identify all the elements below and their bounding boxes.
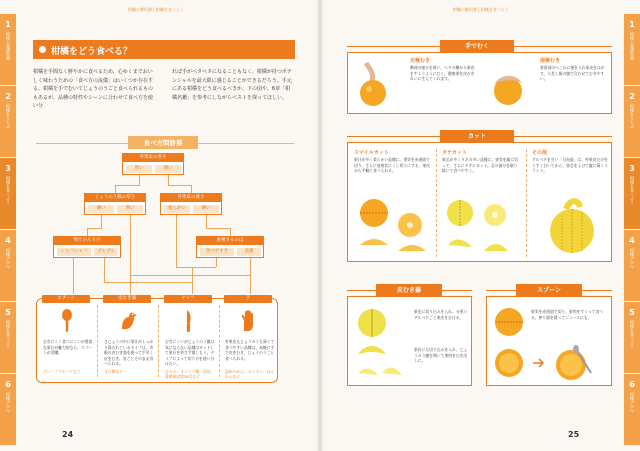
connector <box>168 175 169 185</box>
option-thick-membrane[interactable]: 厚い <box>117 205 143 213</box>
column-divider <box>436 149 437 257</box>
hand-item-1-text: 臍部の窪みを使い、ヘタの横から果皮をすくうようにむく。健康果を皮がきれいに生えてくれます。 <box>410 65 475 81</box>
q-juice-type: 果汁の入り方 シャバシャバ プルプル <box>53 236 121 258</box>
page-number: 24 <box>62 430 74 439</box>
side-tab-1[interactable]: 1 柑橘の基礎知識 <box>624 14 640 86</box>
peeler-box <box>347 296 472 386</box>
option-thick[interactable]: 厚い <box>126 165 152 173</box>
bird-peeler-icon <box>118 309 138 333</box>
option-hard[interactable]: 硬い <box>193 205 219 213</box>
side-tab-2[interactable]: 2 柑橘をえらぶ <box>624 86 640 158</box>
option-jelly[interactable]: プルプル <box>94 248 118 256</box>
other-cut-image <box>536 195 608 259</box>
cut-box <box>347 142 612 262</box>
intro-text-left: 柑橘を手間なく鮮やかに食べるため、心ゆくまでおいしく味わうための「食べ方の流儀」はいくつか存在する。柑橘を手でむいてじょうのうごと食べられるものもあるが、品種の特性やシーンに合わせて食べ方を使い分 <box>33 69 154 109</box>
spoon-process-image <box>491 343 605 383</box>
methods-box <box>36 298 278 383</box>
hand-item-2-text: 果頂部のへこみに指を入れ果皮をはがす。人差し指の腹で合わせてむきやすい。 <box>540 65 605 81</box>
book-gutter <box>316 0 324 451</box>
connector <box>176 215 177 267</box>
connector <box>104 258 105 282</box>
connector <box>216 258 217 267</box>
method-peeler: 皮むき器 さじょうの中に果汁がしっかり保たれているタイプは、市販の皮むき器を使って手早く皮をむき、房ごとそのまま食べられる。 文旦類など <box>104 296 154 374</box>
connector <box>250 258 251 294</box>
option-thin-membrane[interactable]: 薄い <box>88 205 114 213</box>
q-priority: 重視するのは 食べやすさ 食感 <box>196 236 264 258</box>
side-tab-5[interactable]: 5 柑橘を食べよう <box>0 302 16 374</box>
side-tabs-right <box>624 14 640 446</box>
vertical-cut-image <box>440 195 522 259</box>
section-head-hand: 手でむく <box>440 40 514 53</box>
bullet-icon <box>39 46 46 53</box>
connector <box>230 228 231 236</box>
hand-icon <box>239 309 259 333</box>
q-outer-peel-hardness: 外果皮の硬さ 柔らかい 硬い <box>160 193 222 215</box>
section-head: 食べ方問診票 <box>128 136 198 149</box>
method-hand: 手 外果皮もじょうのうも薄くて食べやすい品種は、気軽に手で皮をむき、じょうのうごと食べられる。 温州みかん、ポンカン、ぽんかんなど <box>225 296 275 380</box>
option-soft[interactable]: 柔らかい <box>164 205 190 213</box>
hand-box <box>347 52 612 114</box>
cut-item-3-title: その他 <box>532 150 548 156</box>
connector <box>168 185 191 186</box>
intro-text-right: れば手がベタベタになることもなく、柑橘が持つポテンシャルを最大限に感じることができるだろう。手元にある柑橘をどう食べるべきか、下の図や、6章「柑橘名鑑」を参考にしながらベストを探ってほしい。 <box>172 69 292 101</box>
hand-item-2-title: 南極むき <box>540 58 561 64</box>
side-tab-3[interactable]: 3 柑橘を食べよう <box>624 158 640 230</box>
side-tabs-left <box>0 14 16 446</box>
smile-cut-image <box>352 195 434 259</box>
side-tab-1[interactable]: 1 柑橘の基礎知識 <box>0 14 16 86</box>
side-tab-4[interactable]: 4 柑橘ずかん <box>0 230 16 302</box>
spoon-text: 果実を赤道面で切り、果肉をすくって食べる。搾り器を使ってジュースにも。 <box>531 309 604 320</box>
peeler-text-1: 果皮に切り込みを入れ、分厚いアルベドごと果皮をむける。 <box>414 309 468 320</box>
connector <box>130 215 131 275</box>
cut-item-1-text: 果汁が多く柔らかい品種に。果実を赤道面で切り、さらに放射状にくし切りにする。果皮から手軽に食べられる。 <box>354 157 430 173</box>
connector <box>115 185 140 186</box>
q-outer-peel-thickness: 外果皮の厚さ 厚い 薄い <box>122 153 184 175</box>
running-head: 柑橘の教科書 | 柑橘を食べよう <box>128 7 184 12</box>
column-divider <box>526 149 527 257</box>
connector <box>192 268 193 294</box>
spoon-icon <box>57 309 77 333</box>
connector <box>104 282 192 283</box>
peeler-process-image <box>352 303 412 381</box>
method-spoon: スプーン むきにくく食べにくいが豊富な果汁が魅力的なら、スプーンが活躍。 グレープフルーツなど <box>43 296 93 374</box>
connector <box>191 185 192 193</box>
side-tab-2[interactable]: 2 柑橘をえらぶ <box>0 86 16 158</box>
section-head-peeler: 皮むき器 <box>376 284 442 297</box>
side-tab-6[interactable]: 6 柑橘ずかん <box>0 374 16 446</box>
connector <box>130 275 250 276</box>
option-watery[interactable]: シャバシャバ <box>57 248 91 256</box>
connector <box>206 228 230 229</box>
cut-item-3-text: アルベドを甘い「日向夏」は、外果皮だけをうすくむいてから、果芯をよけて縦に薄くスライス。 <box>532 157 608 173</box>
connector <box>87 228 88 236</box>
connector <box>101 215 102 228</box>
side-tab-6[interactable]: 6 柑橘ずかん <box>624 374 640 446</box>
connector <box>176 267 216 268</box>
right-page <box>320 0 640 451</box>
knife-icon <box>179 309 199 333</box>
section-head-cut: カット <box>440 130 514 143</box>
connector <box>206 215 207 228</box>
side-tab-5[interactable]: 5 柑橘を食べよう <box>624 302 640 374</box>
side-tab-3[interactable]: 3 柑橘を食べよう <box>0 158 16 230</box>
connector <box>87 228 102 229</box>
section-head-spoon: スプーン <box>516 284 582 297</box>
side-tab-4[interactable]: 4 柑橘ずかん <box>624 230 640 302</box>
running-head: 柑橘の教科書 | 柑橘を食べよう <box>453 7 509 12</box>
connector <box>115 185 116 193</box>
option-ease[interactable]: 食べやすさ <box>200 248 234 256</box>
method-knife: ナイフ むきにくいがじょうのう膜は気にならない品種はカットして果汁を余さず楽しもう。タイプによって切り方を使い分けたい。 はるみ、オレンジ類、清見、愛媛果試第28号など <box>165 296 215 380</box>
cut-item-2-title: タテカット <box>442 150 467 156</box>
connector <box>130 275 131 294</box>
connector <box>73 258 74 294</box>
spoon-box <box>486 296 612 386</box>
page-title: 柑橘をどう食べる？ <box>33 40 295 59</box>
cut-item-2-text: 果芯が多くタネの多い品種に。果実を縦に切って、さらにタテにカット。芯の部分を取り除いて食べやすく。 <box>442 157 518 173</box>
cut-item-1-title: スマイルカット <box>354 150 389 156</box>
option-thin[interactable]: 薄い <box>155 165 181 173</box>
connector <box>139 175 140 185</box>
peeler-text-2: 果皮にも切り込みを入れ、じょうのう膜を開いて果肉をむき出しに。 <box>414 347 468 363</box>
orange-whole-image <box>491 303 527 339</box>
option-texture[interactable]: 食感 <box>237 248 261 256</box>
hand-item-1-title: 北極むき <box>410 58 431 64</box>
orange-peel-hand-image <box>356 61 390 109</box>
q-membrane-thickness: じょうのう膜の厚さ 薄い 厚い <box>84 193 146 215</box>
orange-peeled-image <box>488 67 528 109</box>
page-number: 25 <box>568 430 580 439</box>
